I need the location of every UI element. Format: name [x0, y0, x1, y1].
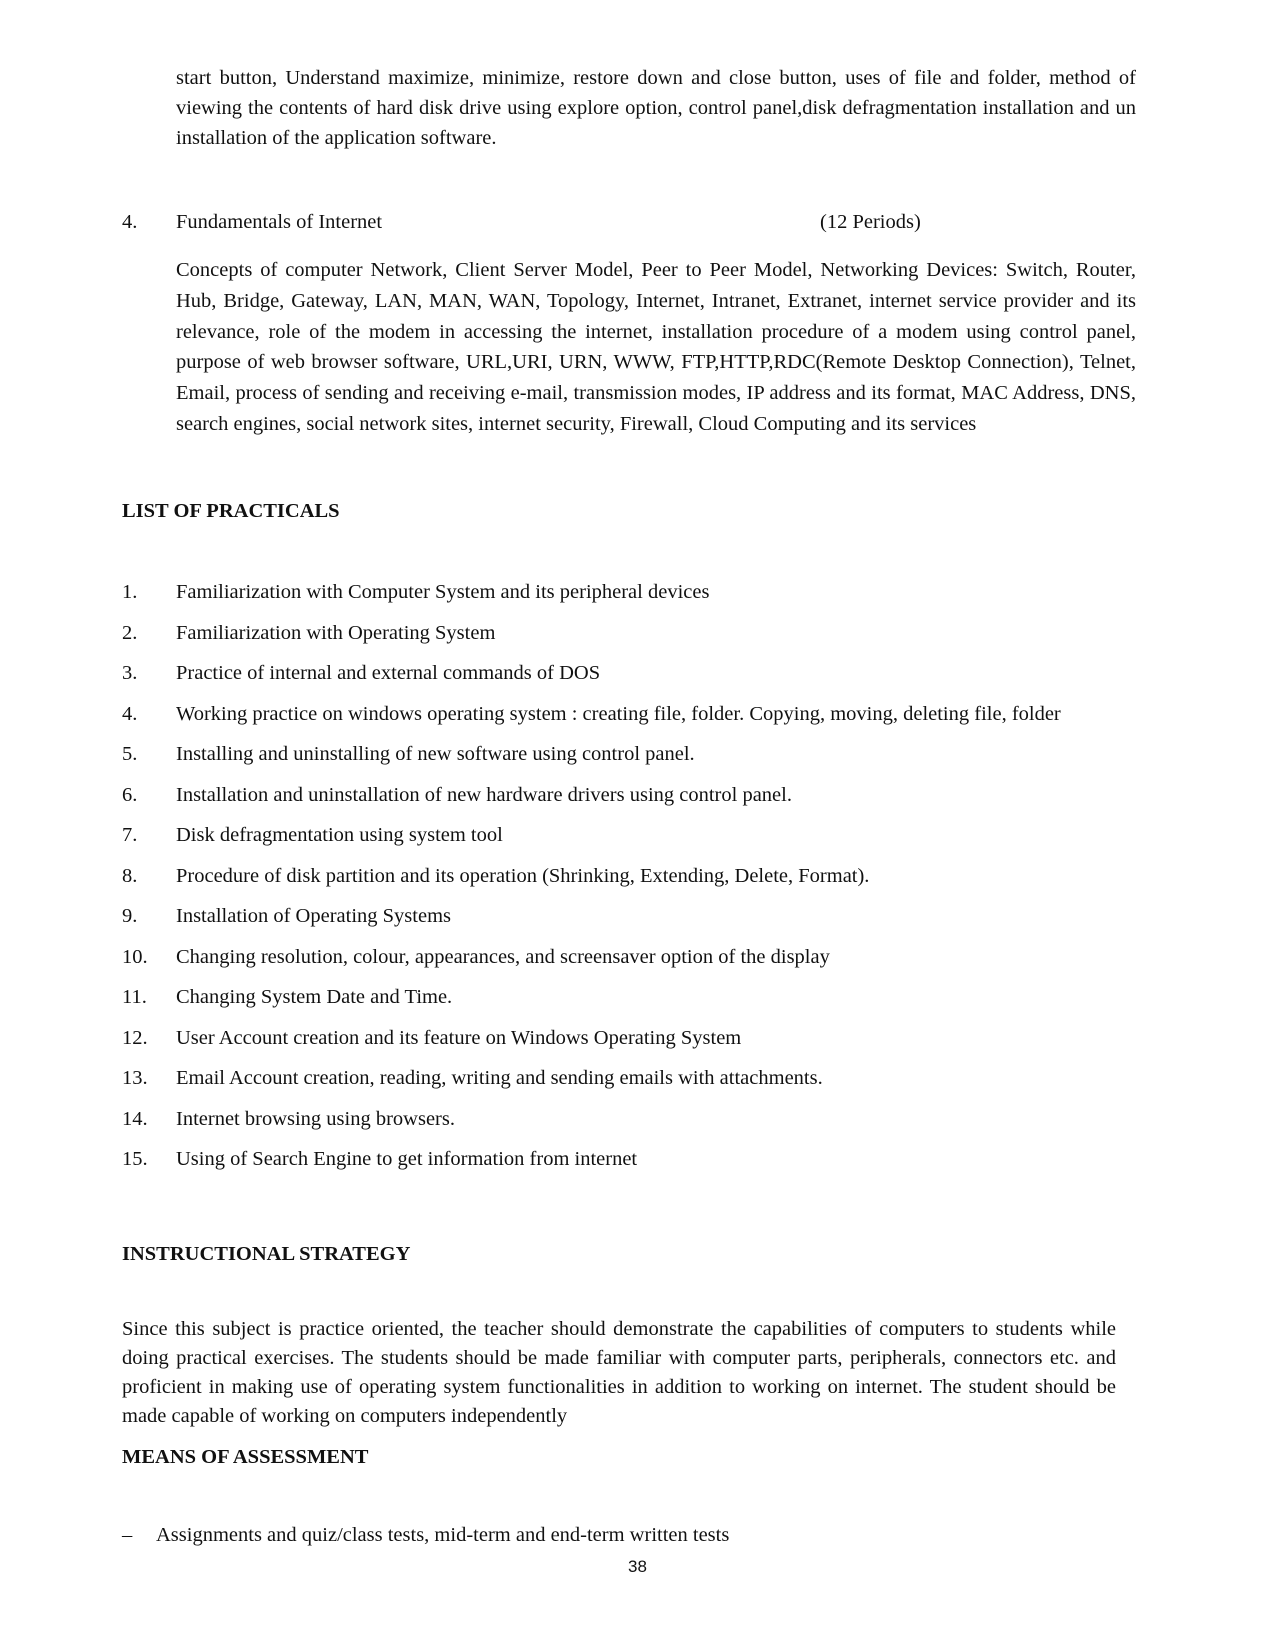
list-item: [122, 856, 1136, 897]
item-number: 7.: [122, 824, 138, 846]
item-text: Familiarization with Operating System: [176, 621, 496, 644]
list-item: [122, 977, 1136, 1018]
item-number: 14.: [122, 1107, 148, 1130]
item-number: 5.: [122, 743, 138, 765]
item-text: Installation and uninstallation of new hardware drivers using control panel.: [176, 783, 792, 806]
list-item: [122, 572, 1136, 613]
item-number: 6.: [122, 783, 138, 806]
item-number: 10.: [122, 945, 148, 968]
unit-number: 4.: [122, 211, 138, 233]
item-text: User Account creation and its feature on Windows Operating System: [176, 1026, 742, 1049]
practicals-heading: LIST OF PRACTICALS: [122, 500, 340, 522]
strategy-paragraph: Since this subject is practice oriented, the teacher should demonstrate the capabilities of computers to students while doing practical exercises. The students should be made familiar with computer parts, peripherals, connectors etc. and proficient in making use of operating system functionalities in addition to working on internet. The student should be made capable of working on computers independently: [122, 1318, 1116, 1427]
unit-4-content: Concepts of computer Network, Client Server Model, Peer to Peer Model, Networking Devices: Switch, Router, Hub, Bridge, Gateway, LAN, MAN, WAN, Topology, Internet, Intranet, Extranet, internet service provider and its relevance, role of the modem in accessing the internet, installation procedure of a modem using control panel, purpose of web browser software, URL,URI, URN, WWW, FTP,HTTP,RDC(Remote Desktop Connection), Telnet, Email, process of sending and receiving e-mail, transmission modes, IP address and its format, MAC Address, DNS, search engines, social network sites, internet security, Firewall, Cloud Computing and its services: [176, 259, 1136, 435]
list-item: [122, 653, 1136, 694]
strategy-heading: INSTRUCTIONAL STRATEGY: [122, 1243, 411, 1265]
list-item: [122, 937, 1136, 978]
item-text: Installing and uninstalling of new software using control panel.: [176, 743, 695, 765]
item-number: 8.: [122, 864, 138, 887]
item-text: Working practice on windows operating system : creating file, folder. Copying, moving, deleting file, folder: [176, 702, 1061, 725]
item-number: 1.: [122, 581, 138, 603]
item-number: 4.: [122, 702, 138, 725]
list-item: [122, 1099, 1136, 1140]
item-number: 9.: [122, 905, 138, 927]
item-text: Changing resolution, colour, appearances, and screensaver option of the display: [176, 945, 830, 968]
item-text: Internet browsing using browsers.: [176, 1107, 455, 1130]
unit-periods: (12 Periods): [820, 211, 921, 233]
unit-title: Fundamentals of Internet: [176, 211, 383, 233]
intro-paragraph: start button, Understand maximize, minimize, restore down and close button, uses of file and folder, method of viewing the contents of hard disk drive using explore option, control panel,disk defragmentation installation and un installation of the application software.: [176, 67, 1136, 149]
item-text: Procedure of disk partition and its operation (Shrinking, Extending, Delete, Format).: [176, 864, 870, 887]
item-text: Installation of Operating Systems: [176, 905, 451, 927]
list-item: [122, 1018, 1136, 1059]
list-item: [122, 734, 1136, 775]
list-item: [122, 694, 1136, 735]
item-text: Email Account creation, reading, writing and sending emails with attachments.: [176, 1067, 823, 1089]
item-number: 2.: [122, 621, 138, 644]
list-item: [122, 613, 1136, 654]
item-text: Disk defragmentation using system tool: [176, 824, 503, 846]
assessment-heading: MEANS OF ASSESSMENT: [122, 1446, 369, 1468]
item-text: Changing System Date and Time.: [176, 986, 453, 1008]
list-item: [122, 815, 1136, 856]
item-number: 12.: [122, 1026, 148, 1049]
list-item: [122, 1139, 1136, 1180]
item-text: Using of Search Engine to get information from internet: [176, 1148, 638, 1170]
item-text: Familiarization with Computer System and its peripheral devices: [176, 581, 710, 603]
dash-bullet: –: [122, 1524, 133, 1546]
unit-4-heading: [122, 207, 1136, 237]
item-text: Practice of internal and external commands of DOS: [176, 662, 601, 684]
item-number: 11.: [122, 986, 147, 1008]
list-item: [122, 775, 1136, 816]
item-number: 3.: [122, 662, 138, 684]
assessment-item-text: Assignments and quiz/class tests, mid-term and end-term written tests: [156, 1524, 730, 1546]
item-number: 13.: [122, 1067, 148, 1089]
practicals-list: [122, 572, 1136, 1180]
item-number: 15.: [122, 1148, 148, 1170]
list-item: [122, 896, 1136, 937]
list-item: [122, 1058, 1136, 1099]
page-number: 38: [628, 1557, 647, 1576]
